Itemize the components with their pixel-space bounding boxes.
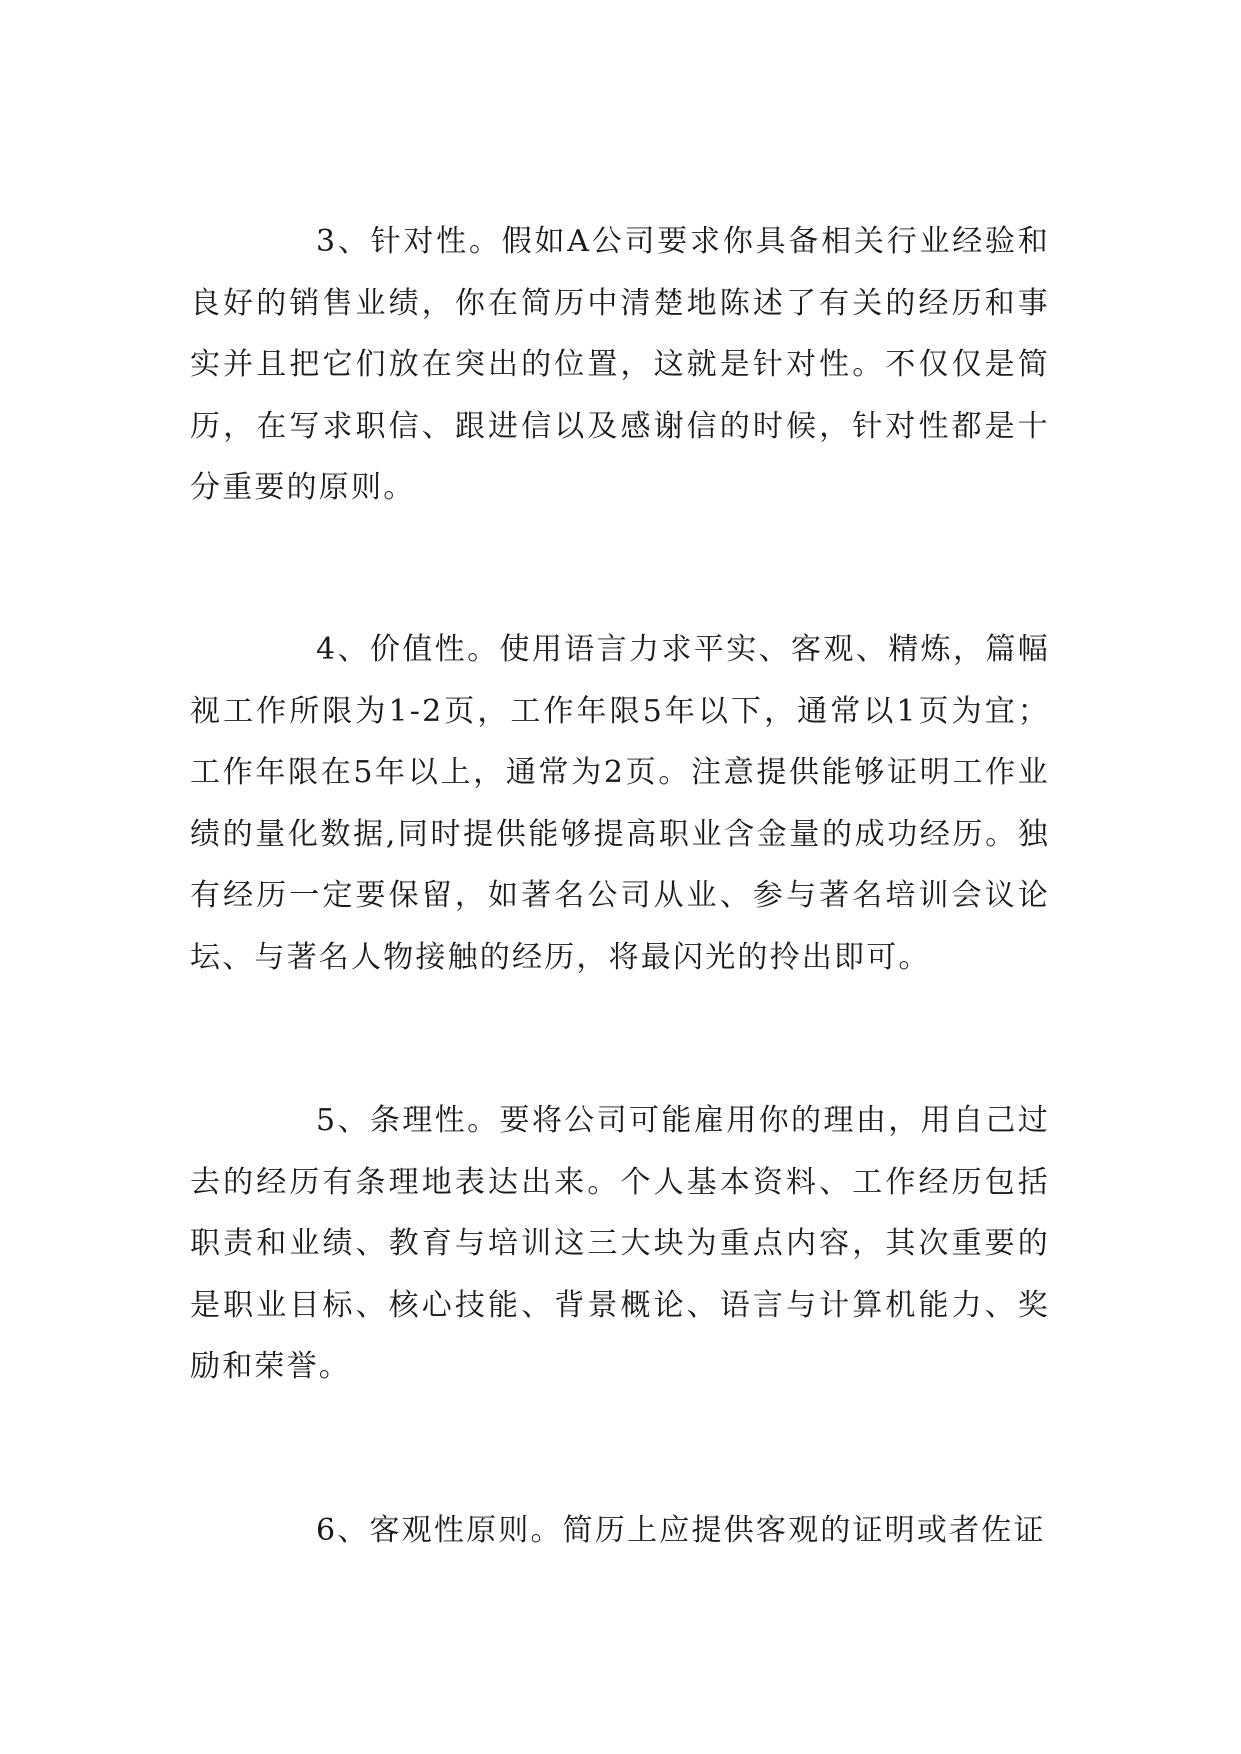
paragraph-targeting: 3、针对性。假如A公司要求你具备相关行业经验和良好的销售业绩，你在简历中清楚地陈述了有关的经历和事实并且把它们放在突出的位置，这就是针对性。不仅仅是简历，在写求职信、跟进信以及感谢信的时候，针对性都是十分重要的原则。 [190, 224, 1050, 505]
paragraph-value: 4、价值性。使用语言力求平实、客观、精炼，篇幅视工作所限为1-2页，工作年限5年以下，通常以1页为宜；工作年限在5年以上，通常为2页。注意提供能够证明工作业绩的量化数据,同时提供能够提高职业含金量的成功经历。独有经历一定要保留，如著名公司从业、参与著名培训会议论坛、与著名人物接触的经历，将最闪光的拎出即可。 [190, 632, 1050, 975]
paragraph-objectivity: 6、客观性原则。简历上应提供客观的证明或者佐证 [316, 1513, 1046, 1548]
paragraph-organization: 5、条理性。要将公司可能雇用你的理由，用自己过去的经历有条理地表达出来。个人基本资料、工作经历包括职责和业绩、教育与培训这三大块为重点内容，其次重要的是职业目标、核心技能、背景概论、语言与计算机能力、奖励和荣誉。 [190, 1103, 1050, 1384]
